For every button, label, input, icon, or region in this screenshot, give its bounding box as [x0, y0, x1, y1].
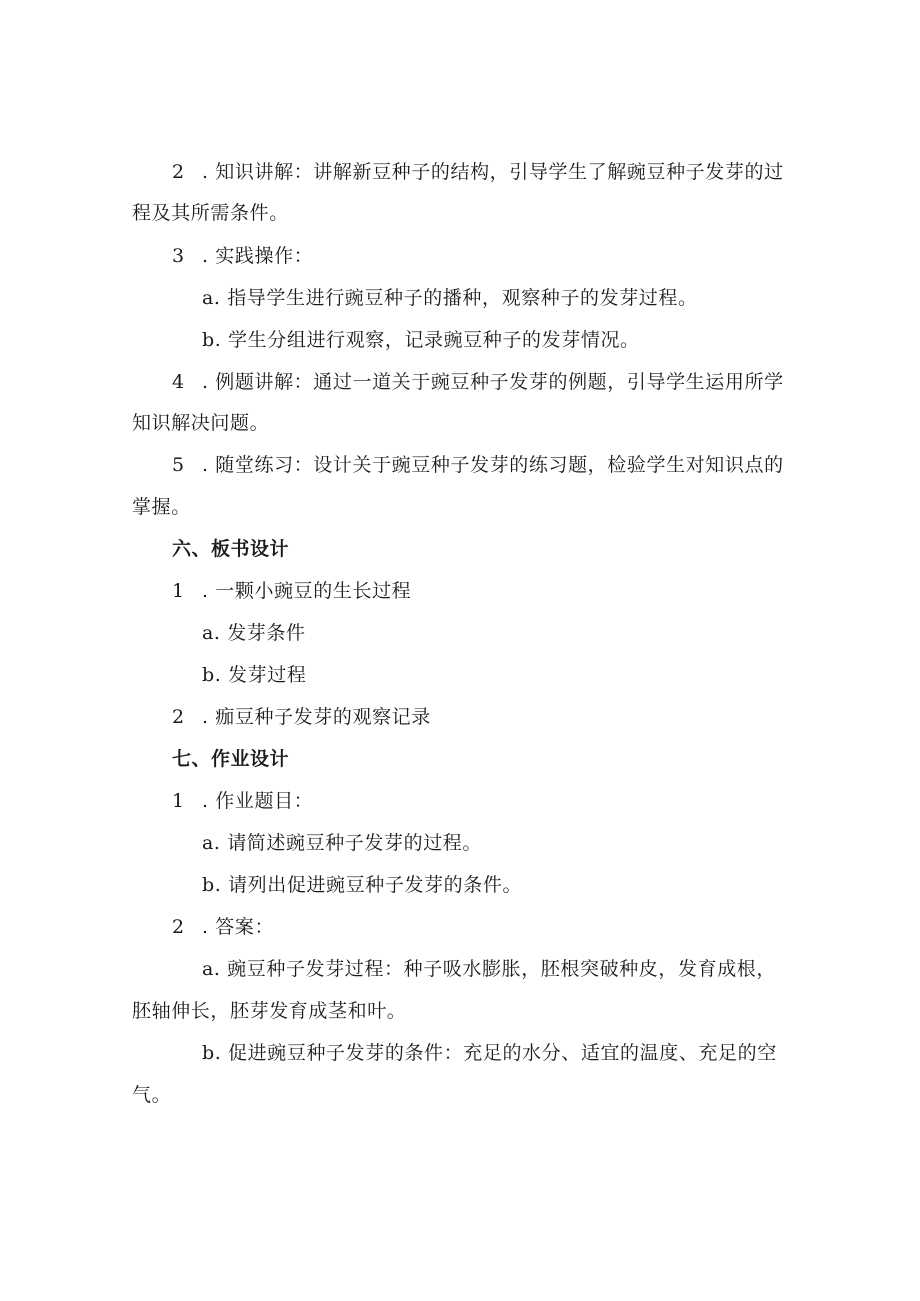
answer-b-line-2: 气。 — [132, 1084, 172, 1106]
step-4-number: 4 — [172, 371, 185, 393]
section-6-item-1-sub-a: a. 发芽条件 — [202, 622, 306, 644]
step-3-line — [172, 244, 313, 268]
section-7-item-2 — [172, 915, 274, 939]
step-4-line-2: 知识解决问题。 — [132, 412, 270, 434]
section-6-item-2-number: 2 — [172, 706, 185, 728]
step-2-line-2: 程及其所需条件。 — [132, 202, 289, 224]
step-5-text: . 随堂练习：设计关于豌豆种子发芽的练习题，检验学生对知识点的 — [202, 454, 784, 476]
section-7-heading: 七、作业设计 — [172, 748, 290, 770]
step-5-number: 5 — [172, 454, 185, 476]
step-3-number: 3 — [172, 245, 185, 267]
answer-a-line-1: a. 豌豆种子发芽过程：种子吸水膨胀，胚根突破种皮，发育成根， — [202, 958, 777, 980]
section-7-item-1-text: . 作业题目： — [202, 790, 314, 812]
step-3-sub-b: b. 学生分组进行观察，记录豌豆种子的发芽情况。 — [202, 329, 640, 351]
section-7-item-2-number: 2 — [172, 916, 185, 938]
section-7-item-2-text: . 答案： — [202, 916, 275, 938]
step-5-line-2: 掌握。 — [132, 496, 191, 518]
step-2-number: 2 — [172, 161, 185, 183]
section-6-item-2 — [172, 705, 431, 729]
step-4-line-1 — [172, 370, 784, 394]
answer-a-line-2: 胚轴伸长，胚芽发育成茎和叶。 — [132, 1000, 407, 1022]
section-6-item-1-sub-b: b. 发芽过程 — [202, 664, 307, 686]
section-7-item-1-number: 1 — [172, 790, 185, 812]
section-6-item-2-text: . 痂豆种子发芽的观察记录 — [202, 706, 431, 728]
section-7-item-1 — [172, 789, 313, 813]
section-7-item-1-sub-b: b. 请列出促进豌豆种子发芽的条件。 — [202, 874, 523, 896]
section-6-item-1 — [172, 579, 411, 603]
section-7-item-1-sub-a: a. 请简述豌豆种子发芽的过程。 — [202, 832, 483, 854]
step-5-line-1 — [172, 453, 784, 477]
section-6-item-1-number: 1 — [172, 580, 185, 602]
step-3-text: . 实践操作： — [202, 245, 314, 267]
step-2-text: . 知识讲解：讲解新豆种子的结构，引导学生了解豌豆种子发芽的过 — [202, 161, 784, 183]
step-4-text: . 例题讲解：通过一道关于豌豆种子发芽的例题，引导学生运用所学 — [202, 371, 784, 393]
answer-b-line-1: b. 促进豌豆种子发芽的条件：充足的水分、适宜的温度、充足的空 — [202, 1042, 777, 1064]
section-6-item-1-text: . 一颗小豌豆的生长过程 — [202, 580, 412, 602]
step-3-sub-a: a. 指导学生进行豌豆种子的播种，观察种子的发芽过程。 — [202, 287, 698, 309]
section-6-heading: 六、板书设计 — [172, 538, 290, 560]
step-2-line-1 — [172, 160, 784, 184]
